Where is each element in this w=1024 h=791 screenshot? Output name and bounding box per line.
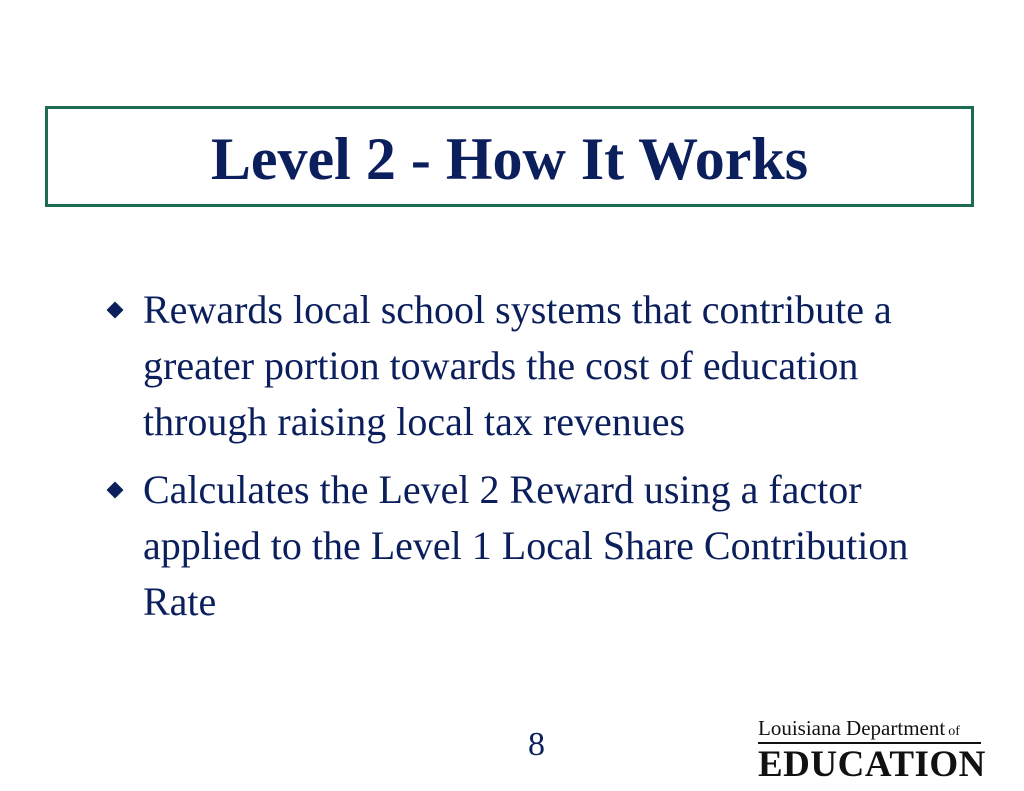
bullet-item (105, 282, 955, 450)
logo-bottom-text: EDUCATION (758, 744, 986, 785)
slide-title: Level 2 - How It Works (210, 125, 809, 192)
bullet-text: Rewards local school systems that contribute a greater portion towards the cost of education through raising local tax revenues (143, 287, 892, 444)
bullet-item (105, 462, 955, 630)
logo-of-text: of (948, 724, 960, 739)
title-box (45, 106, 974, 207)
page-number: 8 (528, 726, 545, 763)
diamond-bullet-icon (107, 482, 124, 499)
logo-top-text: Louisiana Department (758, 716, 946, 740)
diamond-bullet-icon (107, 302, 124, 319)
bullet-text: Calculates the Level 2 Reward using a factor applied to the Level 1 Local Share Contribution Rate (143, 467, 909, 624)
bullet-list (105, 282, 955, 642)
louisiana-education-logo (758, 718, 988, 783)
logo-top-line (758, 718, 988, 739)
